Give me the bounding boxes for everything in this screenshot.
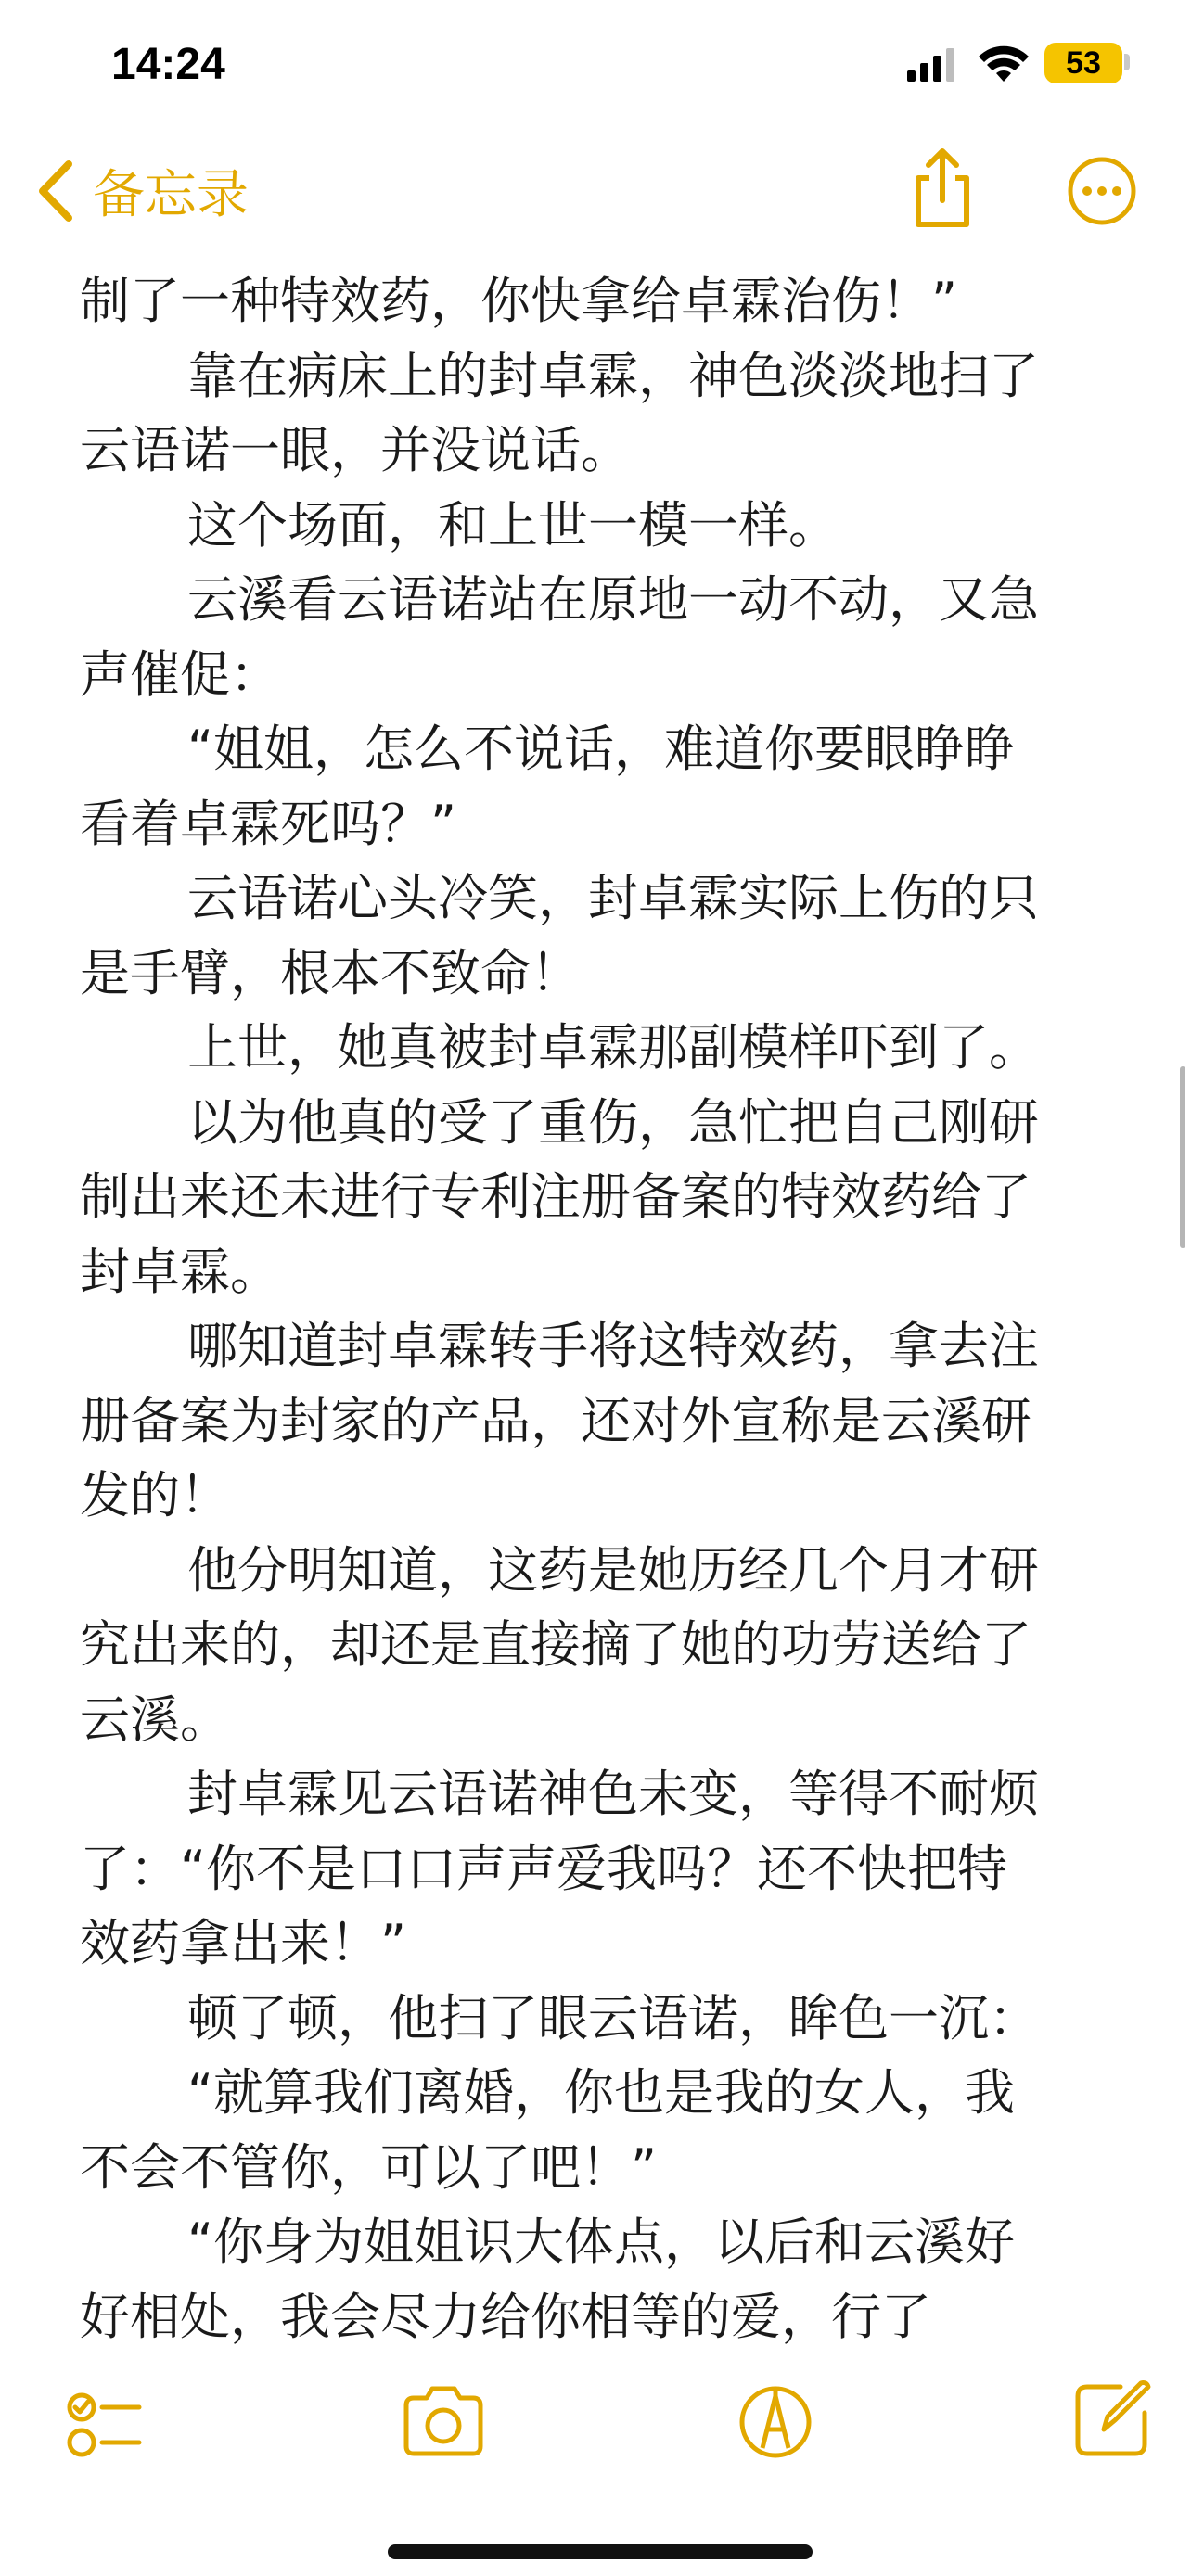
note-line: 这个场面，和上世一模一样。 — [187, 495, 839, 555]
note-line: 好相处，我会尽力给你相等的爱，行了 — [80, 2287, 931, 2346]
note-line: 声催促： — [80, 644, 280, 704]
note-line: 云语诺心头冷笑，封卓霖实际上伤的只 — [187, 869, 1039, 927]
note-line: 册备案为封家的产品，还对外宣称是云溪研 — [80, 1391, 1031, 1450]
note-line: 了：“你不是口口声声爱我吗？还不快把特 — [80, 1839, 1007, 1898]
back-button[interactable] — [33, 154, 249, 228]
battery-cap — [1124, 54, 1130, 70]
note-line: 看着卓霖死吗？” — [80, 794, 456, 853]
battery-icon — [1044, 43, 1122, 83]
share-icon[interactable] — [905, 147, 980, 230]
bottom-toolbar — [0, 2374, 1191, 2494]
note-line: 制了一种特效药，你快拿给卓霖治伤！” — [80, 272, 957, 330]
note-line: 靠在病床上的封卓霖，神色淡淡地扫了 — [187, 346, 1039, 405]
note-line: “就算我们离婚，你也是我的女人，我 — [187, 2063, 1015, 2122]
note-line: 制出来还未进行专利注册备案的特效药给了 — [80, 1167, 1031, 1226]
markup-pen-icon[interactable] — [731, 2374, 820, 2463]
note-line: 不会不管你，可以了吧！” — [80, 2137, 657, 2197]
note-line: 云语诺一眼，并没说话。 — [80, 421, 631, 479]
note-line: 云溪。 — [80, 1690, 230, 1749]
note-line: 封卓霖。 — [80, 1242, 280, 1301]
note-line: 他分明知道，这药是她历经几个月才研 — [187, 1540, 1039, 1600]
note-line: 上世，她真被封卓霖那副模样吓到了。 — [187, 1018, 1039, 1077]
note-line: 发的！ — [80, 1466, 230, 1524]
checklist-icon[interactable] — [58, 2374, 147, 2463]
note-line: 顿了顿，他扫了眼云语诺，眸色一沉： — [187, 1988, 1039, 2047]
note-line: “姐姐，怎么不说话，难道你要眼睁睁 — [187, 720, 1015, 778]
note-line: 究出来的，却还是直接摘了她的功劳送给了 — [80, 1615, 1031, 1674]
status-bar — [0, 0, 1191, 139]
home-indicator[interactable] — [388, 2544, 813, 2559]
note-line: 效药拿出来！” — [80, 1914, 406, 1972]
battery-level: 53 — [1066, 45, 1101, 81]
camera-icon[interactable] — [399, 2374, 488, 2463]
note-line: 哪知道封卓霖转手将这特效药，拿去注 — [187, 1317, 1039, 1375]
note-body[interactable] — [80, 264, 1128, 2354]
note-line: 云溪看云语诺站在原地一动不动，又急 — [187, 570, 1039, 629]
chevron-left-icon — [33, 159, 76, 223]
note-line: “你身为姐姐识大体点，以后和云溪好 — [187, 2213, 1015, 2271]
note-line: 是手臂，根本不致命！ — [80, 943, 581, 1002]
scroll-indicator[interactable] — [1180, 1066, 1185, 1248]
note-line: 封卓霖见云语诺神色未变，等得不耐烦 — [187, 1765, 1039, 1823]
status-time: 14:24 — [111, 40, 225, 89]
more-options-icon[interactable] — [1067, 156, 1137, 226]
cellular-signal-icon — [907, 48, 955, 82]
compose-icon[interactable] — [1067, 2374, 1156, 2463]
wifi-icon — [978, 45, 1030, 83]
note-line: 以为他真的受了重伤，急忙把自己刚研 — [187, 1092, 1039, 1152]
back-label: 备忘录 — [93, 165, 249, 225]
